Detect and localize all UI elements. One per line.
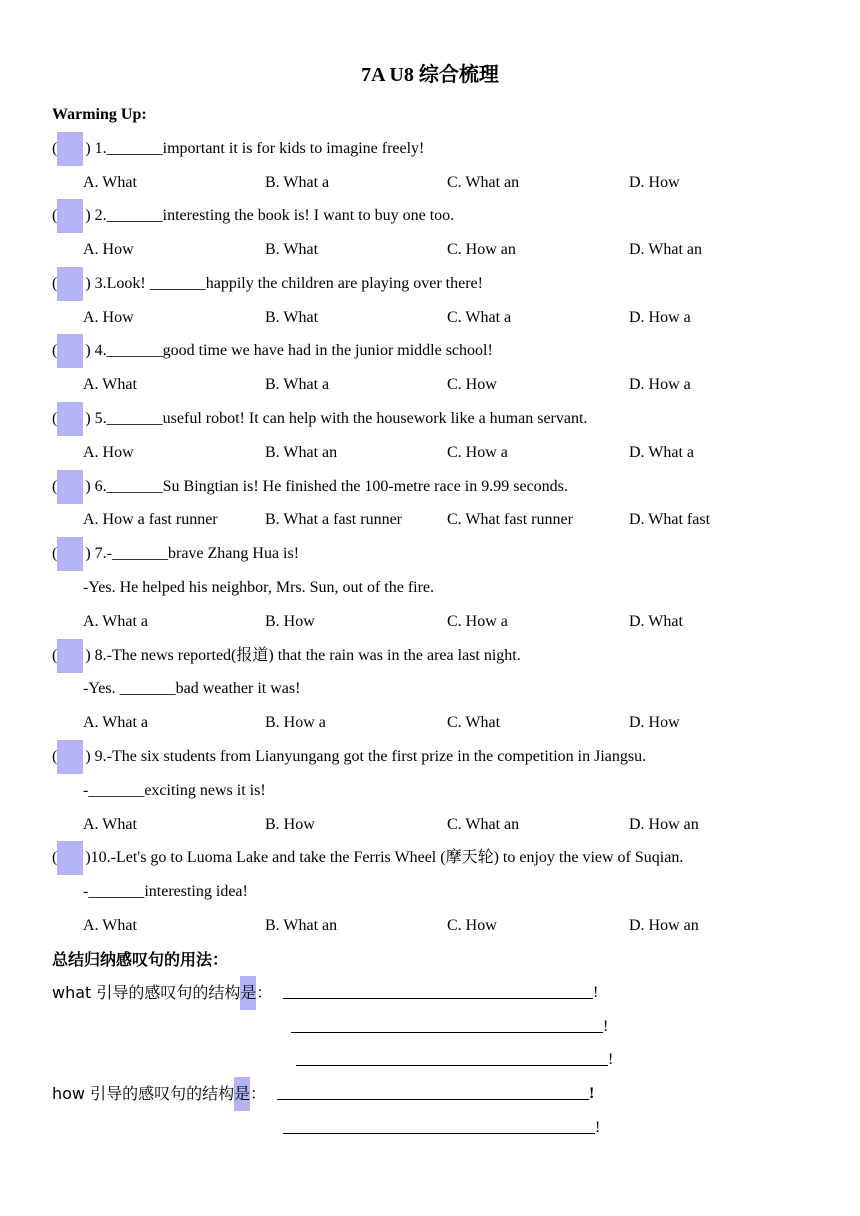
option-b: B. How xyxy=(265,816,315,833)
paren-open: ( xyxy=(52,478,58,495)
answer-box-1[interactable] xyxy=(57,132,83,166)
answer-box-10[interactable] xyxy=(57,841,83,875)
option-a: A. How xyxy=(83,444,134,461)
option-c: C. What fast runner xyxy=(447,511,573,528)
paren-open: ( xyxy=(52,647,58,664)
dialogue-reply: -_______interesting idea! xyxy=(83,883,248,900)
option-c: C. What a xyxy=(447,309,512,326)
section-heading-warming-up: Warming Up: xyxy=(52,106,147,123)
option-b: B. What a xyxy=(265,376,330,393)
paren-open: ( xyxy=(52,545,58,562)
question-stem: ) 1._______important it is for kids to imagine freely! xyxy=(85,140,425,157)
how-blank-2[interactable]: ! xyxy=(283,1111,600,1145)
paren-open: ( xyxy=(52,748,58,765)
option-a: A. How xyxy=(83,309,134,326)
dialogue-reply: -Yes. _______bad weather it was! xyxy=(83,680,301,697)
option-c: C. How an xyxy=(447,241,516,258)
option-c: C. What xyxy=(447,714,501,731)
highlight: 是 xyxy=(234,1077,250,1111)
page-title: 7A U8 综合梳理 xyxy=(361,64,499,86)
question-3 xyxy=(52,267,483,301)
answer-box-9[interactable] xyxy=(57,740,83,774)
option-b: B. What a xyxy=(265,174,330,191)
option-d: D. How an xyxy=(629,917,699,934)
question-8 xyxy=(52,639,521,673)
question-7 xyxy=(52,537,299,571)
answer-box-3[interactable] xyxy=(57,267,83,301)
question-stem: ) 9.-The six students from Lianyungang got the first prize in the competition in Jiangsu. xyxy=(85,748,647,765)
option-c: C. How xyxy=(447,917,497,934)
answer-box-7[interactable] xyxy=(57,537,83,571)
highlight: 是 xyxy=(240,976,256,1010)
question-6 xyxy=(52,470,568,504)
option-b: B. What an xyxy=(265,917,338,934)
what-blank-3[interactable]: ! xyxy=(296,1043,613,1077)
question-stem: ) 5._______useful robot! It can help with the housework like a human servant. xyxy=(85,410,588,427)
option-c: C. How a xyxy=(447,444,508,461)
answer-box-8[interactable] xyxy=(57,639,83,673)
what-blank-2[interactable]: ! xyxy=(291,1010,608,1044)
option-d: D. What a xyxy=(629,444,695,461)
answer-box-5[interactable] xyxy=(57,402,83,436)
question-5 xyxy=(52,402,587,436)
option-b: B. What an xyxy=(265,444,338,461)
question-9 xyxy=(52,740,646,774)
paren-open: ( xyxy=(52,849,58,866)
option-a: A. How xyxy=(83,241,134,258)
option-c: C. What an xyxy=(447,816,520,833)
paren-open: ( xyxy=(52,275,58,292)
what-blank-1[interactable]: ! xyxy=(283,976,598,1010)
option-b: B. What a fast runner xyxy=(265,511,402,528)
summary-heading: 总结归纳感叹句的用法： xyxy=(52,950,229,969)
paren-open: ( xyxy=(52,410,58,427)
option-c: C. What an xyxy=(447,174,520,191)
paren-open: ( xyxy=(52,342,58,359)
option-d: D. What xyxy=(629,613,683,630)
question-stem: ) 3.Look! _______happily the children are playing over there! xyxy=(85,275,483,292)
option-a: A. What a xyxy=(83,714,149,731)
option-d: D. How xyxy=(629,174,680,191)
question-10 xyxy=(52,841,683,875)
question-stem: ) 7.-_______brave Zhang Hua is! xyxy=(85,545,300,562)
question-stem: ) 8.-The news reported(报道) that the rain was in the area last night. xyxy=(85,647,521,664)
option-b: B. How xyxy=(265,613,315,630)
how-blank-1[interactable]: ! xyxy=(277,1077,594,1111)
option-a: A. What xyxy=(83,917,137,934)
question-1 xyxy=(52,132,424,166)
question-stem: )10.-Let's go to Luoma Lake and take the Ferris Wheel (摩天轮) to enjoy the view of Suqian. xyxy=(85,849,684,866)
option-b: B. What xyxy=(265,309,319,326)
dialogue-reply: -_______exciting news it is! xyxy=(83,782,266,799)
question-stem: ) 2._______interesting the book is! I want to buy one too. xyxy=(85,207,455,224)
answer-box-4[interactable] xyxy=(57,334,83,368)
option-d: D. How a xyxy=(629,309,691,326)
paren-open: ( xyxy=(52,140,58,157)
answer-box-6[interactable] xyxy=(57,470,83,504)
option-a: A. What xyxy=(83,816,137,833)
option-d: D. How an xyxy=(629,816,699,833)
question-stem: ) 4._______good time we have had in the junior middle school! xyxy=(85,342,493,359)
option-d: D. What fast xyxy=(629,511,711,528)
option-b: B. What xyxy=(265,241,319,258)
option-a: A. What xyxy=(83,174,137,191)
option-a: A. How a fast runner xyxy=(83,511,218,528)
how-structure-label: how 引导的感叹句的结构是： xyxy=(52,1077,266,1111)
question-stem: ) 6._______Su Bingtian is! He finished the 100-metre race in 9.99 seconds. xyxy=(85,478,568,495)
dialogue-reply: -Yes. He helped his neighbor, Mrs. Sun, out of the fire. xyxy=(83,579,435,596)
option-a: A. What a xyxy=(83,613,149,630)
option-d: D. What an xyxy=(629,241,703,258)
option-a: A. What xyxy=(83,376,137,393)
option-d: D. How xyxy=(629,714,680,731)
paren-open: ( xyxy=(52,207,58,224)
question-4 xyxy=(52,334,493,368)
option-b: B. How a xyxy=(265,714,326,731)
answer-box-2[interactable] xyxy=(57,199,83,233)
option-c: C. How xyxy=(447,376,497,393)
option-d: D. How a xyxy=(629,376,691,393)
question-2 xyxy=(52,199,454,233)
option-c: C. How a xyxy=(447,613,508,630)
what-structure-label: what 引导的感叹句的结构是： xyxy=(52,976,272,1010)
